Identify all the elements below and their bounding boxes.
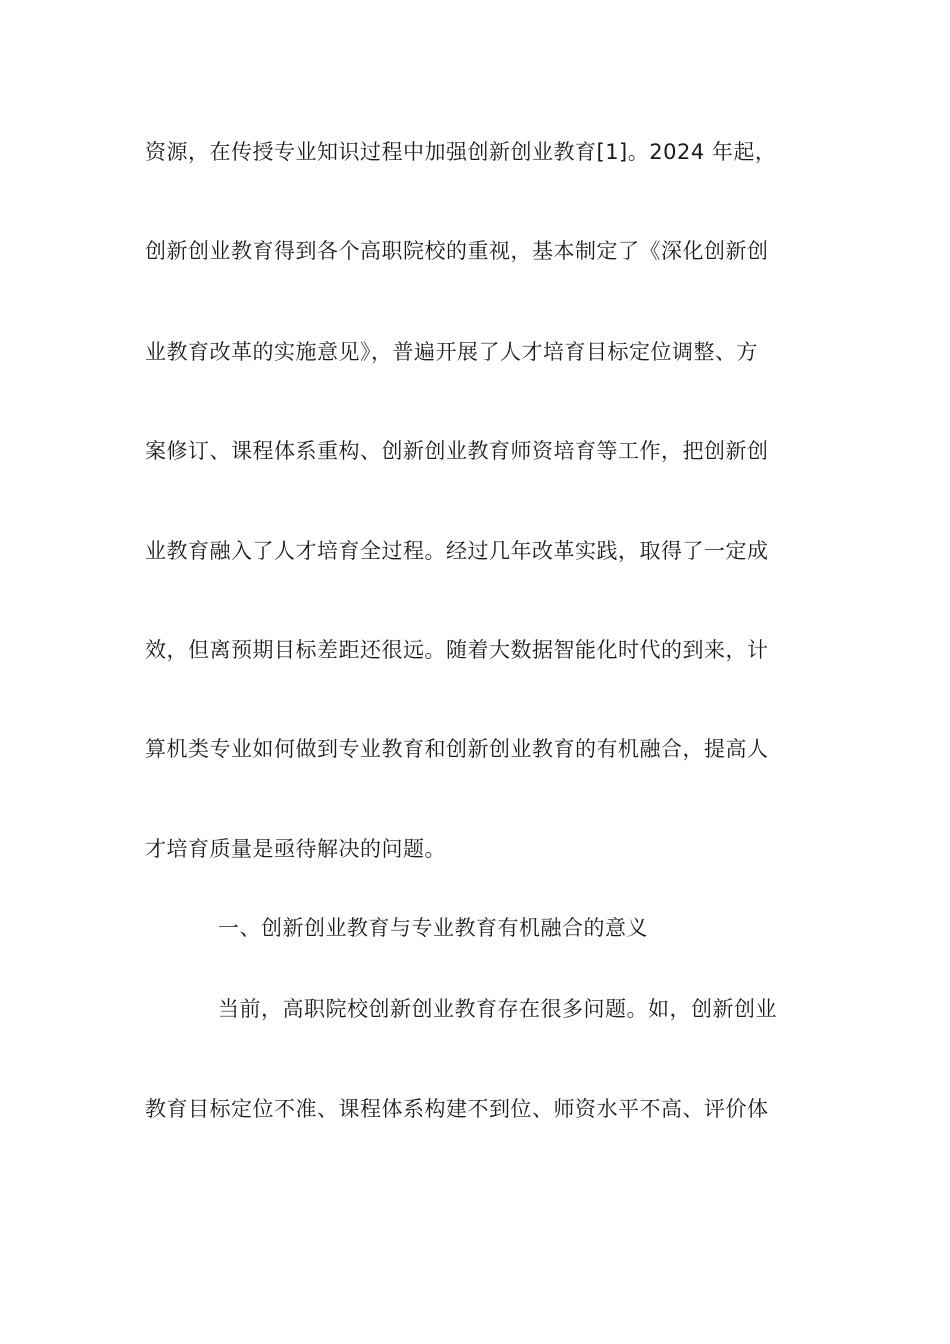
paragraph-line: 案修订、课程体系重构、创新创业教育师资培育等工作，把创新创 (145, 439, 769, 463)
paragraph-line: 算机类专业如何做到专业教育和创新创业教育的有机融合，提高人 (145, 737, 769, 761)
paragraph-line: 当前，高职院校创新创业教育存在很多问题。如，创新创业 (218, 997, 777, 1021)
paragraph-line: 教育目标定位不准、课程体系构建不到位、师资水平不高、评价体 (145, 1097, 769, 1121)
section-heading: 一、创新创业教育与专业教育有机融合的意义 (218, 916, 648, 940)
paragraph-line: 业教育融入了人才培育全过程。经过几年改革实践，取得了一定成 (145, 539, 769, 563)
paragraph-line: 资源，在传授专业知识过程中加强创新创业教育[1]。2024 年起， (145, 140, 777, 164)
paragraph-line: 业教育改革的实施意见》，普遍开展了人才培育目标定位调整、方 (145, 340, 758, 364)
paragraph-line: 效，但离预期目标差距还很远。随着大数据智能化时代的到来，计 (145, 638, 769, 662)
paragraph-line: 才培育质量是亟待解决的问题。 (145, 837, 446, 861)
paragraph-line: 创新创业教育得到各个高职院校的重视，基本制定了《深化创新创 (145, 239, 769, 263)
